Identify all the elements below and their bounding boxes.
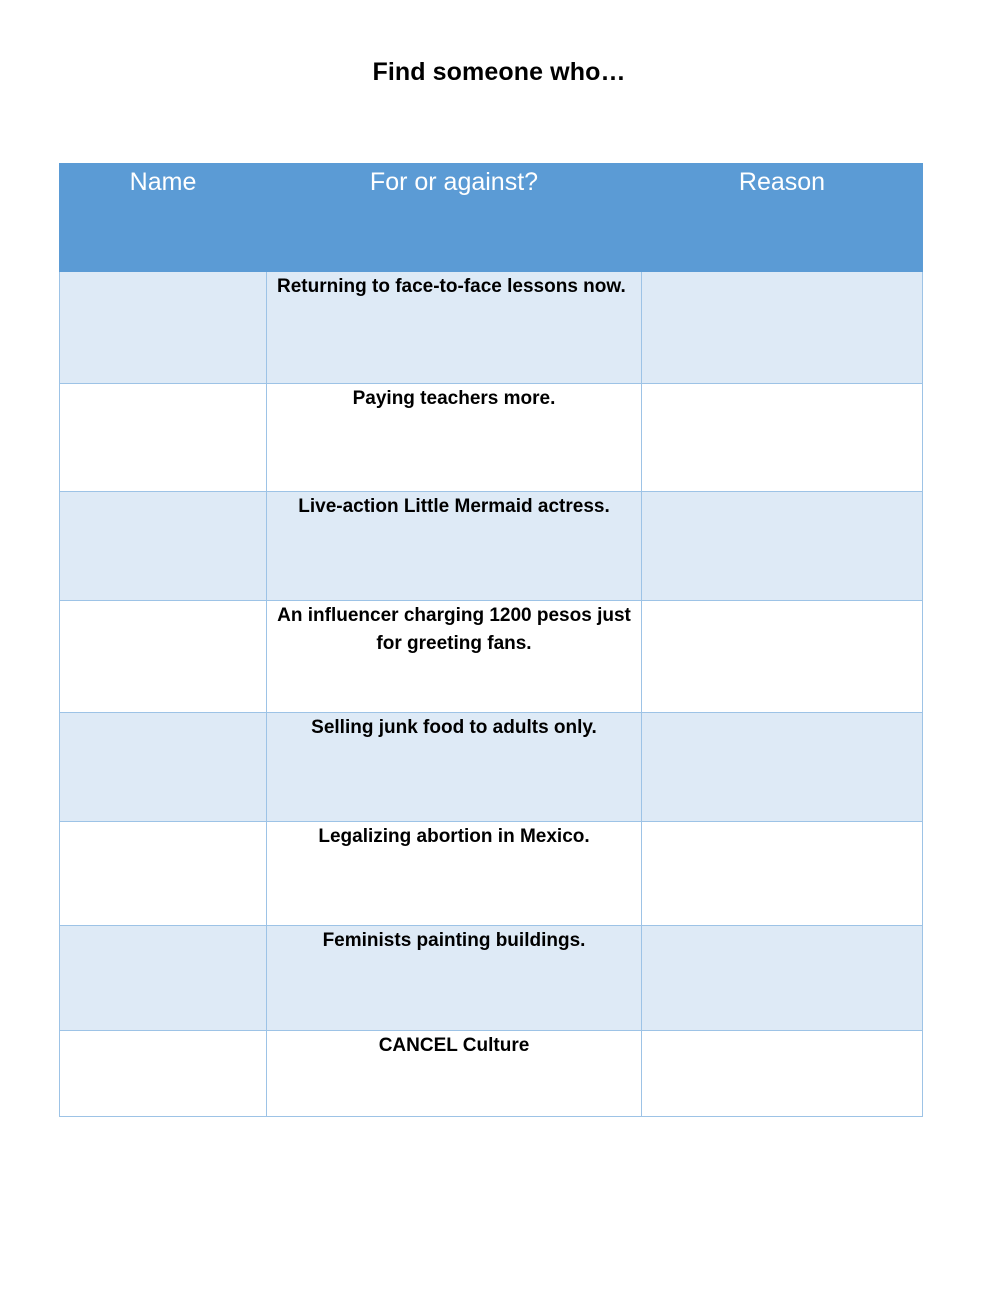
table-header-row <box>60 164 923 272</box>
name-cell[interactable] <box>60 713 267 822</box>
reason-cell[interactable] <box>642 272 923 384</box>
statement-text: Legalizing abortion in Mexico. <box>318 826 590 847</box>
table-row <box>60 384 923 492</box>
name-cell[interactable] <box>60 822 267 926</box>
header-reason: Reason <box>642 164 923 272</box>
reason-cell[interactable] <box>642 1031 923 1117</box>
table-row <box>60 1031 923 1117</box>
statement-text: Feminists painting buildings. <box>322 930 586 951</box>
statement-cell <box>267 926 642 1031</box>
statement-text: Paying teachers more. <box>352 388 556 409</box>
name-cell[interactable] <box>60 384 267 492</box>
header-name: Name <box>60 164 267 272</box>
statement-cell <box>267 1031 642 1117</box>
name-cell[interactable] <box>60 601 267 713</box>
reason-cell[interactable] <box>642 926 923 1031</box>
statement-text: Live-action Little Mermaid actress. <box>298 496 610 517</box>
statement-text: CANCEL Culture <box>378 1035 530 1056</box>
name-cell[interactable] <box>60 272 267 384</box>
table-row <box>60 713 923 822</box>
header-for-or-against: For or against? <box>267 164 642 272</box>
table-row <box>60 492 923 601</box>
page-title: Find someone who… <box>372 58 626 86</box>
statement-cell <box>267 492 642 601</box>
statement-text: Returning to face-to-face lessons now. <box>277 276 626 297</box>
statement-cell <box>267 822 642 926</box>
reason-cell[interactable] <box>642 492 923 601</box>
name-cell[interactable] <box>60 1031 267 1117</box>
statement-text: An influencer charging 1200 pesos just for greeting fans. <box>277 605 631 654</box>
table-row <box>60 822 923 926</box>
statement-cell <box>267 272 642 384</box>
reason-cell[interactable] <box>642 601 923 713</box>
table-row <box>60 926 923 1031</box>
reason-cell[interactable] <box>642 713 923 822</box>
statement-cell <box>267 601 642 713</box>
statement-cell <box>267 384 642 492</box>
table-row <box>60 272 923 384</box>
statement-cell <box>267 713 642 822</box>
table-row <box>60 601 923 713</box>
name-cell[interactable] <box>60 492 267 601</box>
survey-table <box>59 163 923 1117</box>
statement-text: Selling junk food to adults only. <box>311 717 597 738</box>
name-cell[interactable] <box>60 926 267 1031</box>
reason-cell[interactable] <box>642 822 923 926</box>
reason-cell[interactable] <box>642 384 923 492</box>
